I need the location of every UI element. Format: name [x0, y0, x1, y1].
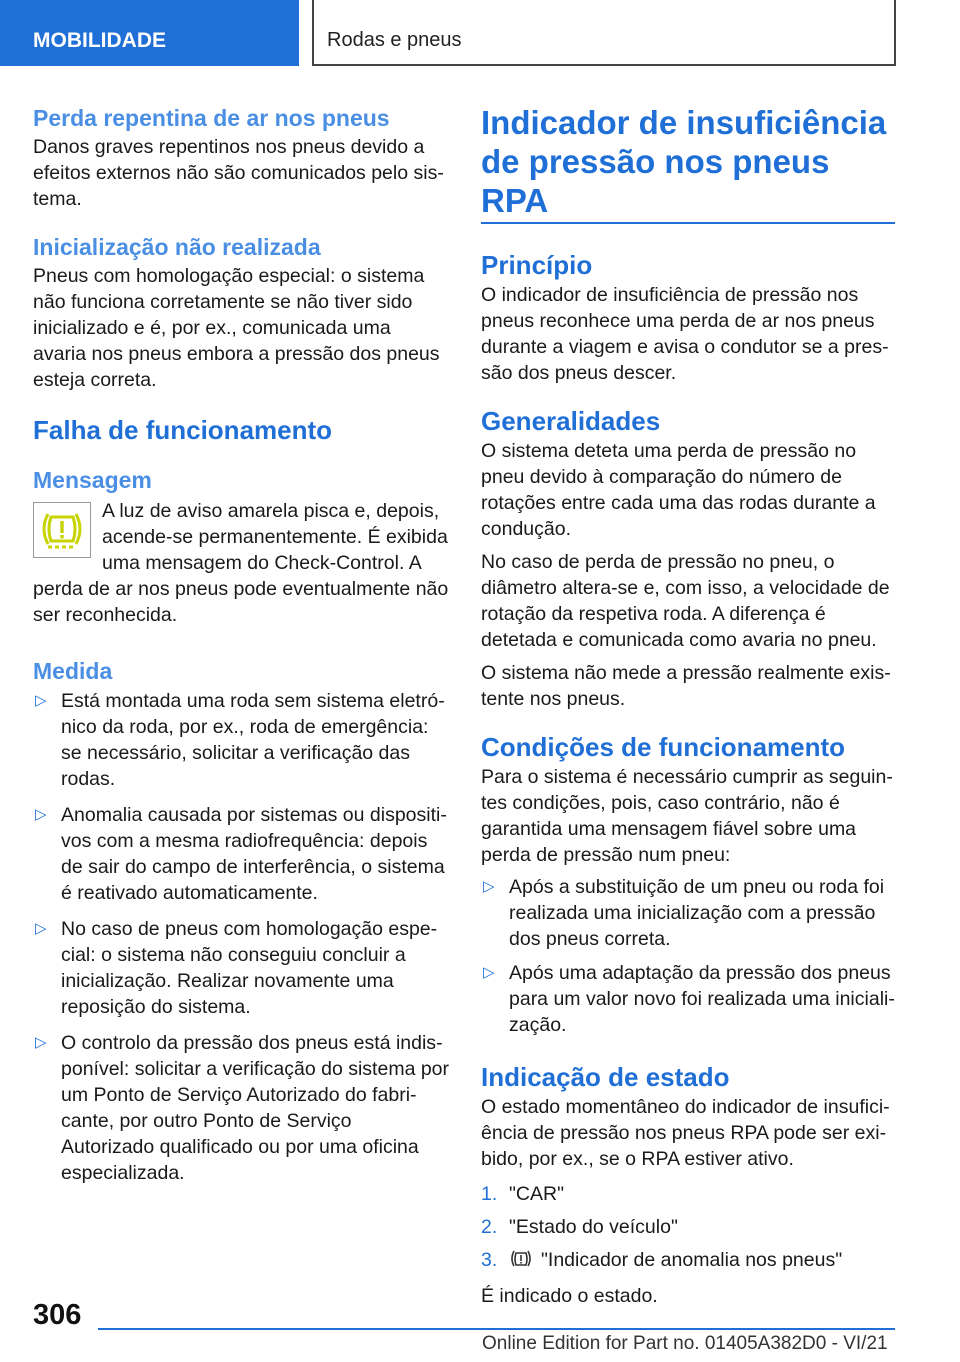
steps-list	[481, 1181, 897, 1276]
section-title: MOBILIDADE	[33, 29, 166, 52]
heading-underline	[481, 222, 895, 224]
heading-principio: Princípio	[481, 250, 593, 280]
paragraph-mensagem: A luz de aviso amarela pisca e, depois, acende-se permanentemente. É exibida uma mensagem do Check-Control. A perda de ar nos pneus pode eventualmente não ser reconhecida.	[33, 500, 449, 626]
heading-perda: Perda repentina de ar nos pneus	[33, 105, 390, 131]
list-item: ▷ Está montada uma roda sem sistema eletrónico da roda, por ex., roda de emergência: se necessário, solicitar a verificação das rodas.	[35, 690, 445, 790]
chapter-tab	[312, 0, 896, 66]
mensagem-block	[33, 498, 449, 628]
heading-mensagem: Mensagem	[33, 467, 152, 493]
step-number: 1.	[481, 1183, 498, 1205]
step-label: "CAR"	[509, 1183, 565, 1205]
paragraph-condicoes: Para o sistema é necessário cumprir as seguintes condições, pois, caso contrário, não é garantida uma mensagem fiável sobre uma perda de pressão num pneu:	[481, 766, 893, 866]
heading-indicacao: Indicação de estado	[481, 1062, 730, 1092]
section-tab	[0, 0, 299, 66]
footer-edition: Online Edition for Part no. 01405A382D0 - VI/21	[482, 1333, 888, 1354]
paragraph-perda: Danos graves repentinos nos pneus devido a efeitos externos não são comunicados pelo sistema.	[33, 136, 444, 210]
list-item: ▷ O controlo da pressão dos pneus está indisponível: solicitar a verificação do sistema por um Ponto de Serviço Autorizado do fabricante, por outro Ponto de Serviço Autorizado qualificado ou por uma oficina especializada.	[35, 1032, 450, 1184]
left-column	[33, 103, 449, 1186]
medida-list	[33, 688, 449, 1186]
step-item	[481, 1214, 897, 1240]
paragraph-generalidades-3: O sistema não mede a pressão realmente existente nos pneus.	[481, 662, 891, 710]
heading-condicoes: Condições de funcionamento	[481, 732, 846, 762]
page-number: 306	[33, 1299, 82, 1331]
paragraph-end: É indicado o estado.	[481, 1285, 658, 1307]
step-number: 2.	[481, 1216, 498, 1238]
step-label: "Estado do veículo"	[509, 1216, 678, 1238]
list-item: ▷ No caso de pneus com homologação especial: o sistema não conseguiu concluir a inicialização. Realizar novamente uma reposição do sistema.	[35, 918, 438, 1018]
triangle-bullet-icon: ▷	[35, 692, 47, 709]
heading-medida: Medida	[33, 658, 113, 684]
paragraph-generalidades-1: O sistema deteta uma perda de pressão no pneu devido à comparação do número de rotações entre cada uma das rodas durante a condução.	[481, 440, 876, 540]
step-item	[481, 1247, 897, 1276]
triangle-bullet-icon: ▷	[483, 878, 495, 895]
list-item: ▷ Após uma adaptação da pressão dos pneus para um valor novo foi realizada uma inicialização.	[483, 962, 895, 1036]
paragraph-principio: O indicador de insuficiência de pressão nos pneus reconhece uma perda de ar nos pneus durante a viagem e avisa o condutor se a pressão dos pneus descer.	[481, 284, 889, 384]
paragraph-indicacao: O estado momentâneo do indicador de insuficiência de pressão nos pneus RPA pode ser exibido, por ex., se o RPA estiver ativo.	[481, 1096, 890, 1170]
triangle-bullet-icon: ▷	[483, 964, 495, 981]
footer-rule	[98, 1328, 895, 1330]
paragraph-inicializacao: Pneus com homologação especial: o sistema não funciona corretamente se não tiver sido inicializado e é, por ex., comunicada uma avaria nos pneus embora a pressão dos pneus esteja correta.	[33, 265, 440, 391]
triangle-bullet-icon: ▷	[35, 806, 47, 823]
triangle-bullet-icon: ▷	[35, 1034, 47, 1051]
heading-falha: Falha de funcionamento	[33, 415, 333, 445]
condicoes-list	[481, 874, 897, 1038]
list-item: ▷ Anomalia causada por sistemas ou dispositivos com a mesma radiofrequência: depois de sair do campo de interferência, o sistema é reativado automaticamente.	[35, 804, 447, 904]
right-column	[481, 103, 897, 1309]
list-item: ▷ Após a substituição de um pneu ou roda foi realizada uma inicialização com a pressão dos pneus correta.	[483, 876, 885, 950]
step-item	[481, 1181, 897, 1207]
heading-rpa: Indicador de insuficiência de pressão nos pneus RPA	[481, 104, 887, 219]
tire-pressure-warning-icon	[33, 502, 91, 558]
heading-generalidades: Generalidades	[481, 406, 661, 436]
tire-warning-small-icon	[509, 1249, 533, 1276]
heading-inicializacao: Inicialização não realizada	[33, 234, 321, 260]
paragraph-generalidades-2: No caso de perda de pressão no pneu, o diâmetro altera-se e, com isso, a velocidade de rotação da respetiva roda. A diferença é detetada e comunicada como avaria no pneu.	[481, 551, 890, 651]
step-number: 3.	[481, 1249, 498, 1271]
chapter-title: Rodas e pneus	[327, 29, 462, 51]
triangle-bullet-icon: ▷	[35, 920, 47, 937]
step-label: "Indicador de anomalia nos pneus"	[541, 1249, 843, 1271]
